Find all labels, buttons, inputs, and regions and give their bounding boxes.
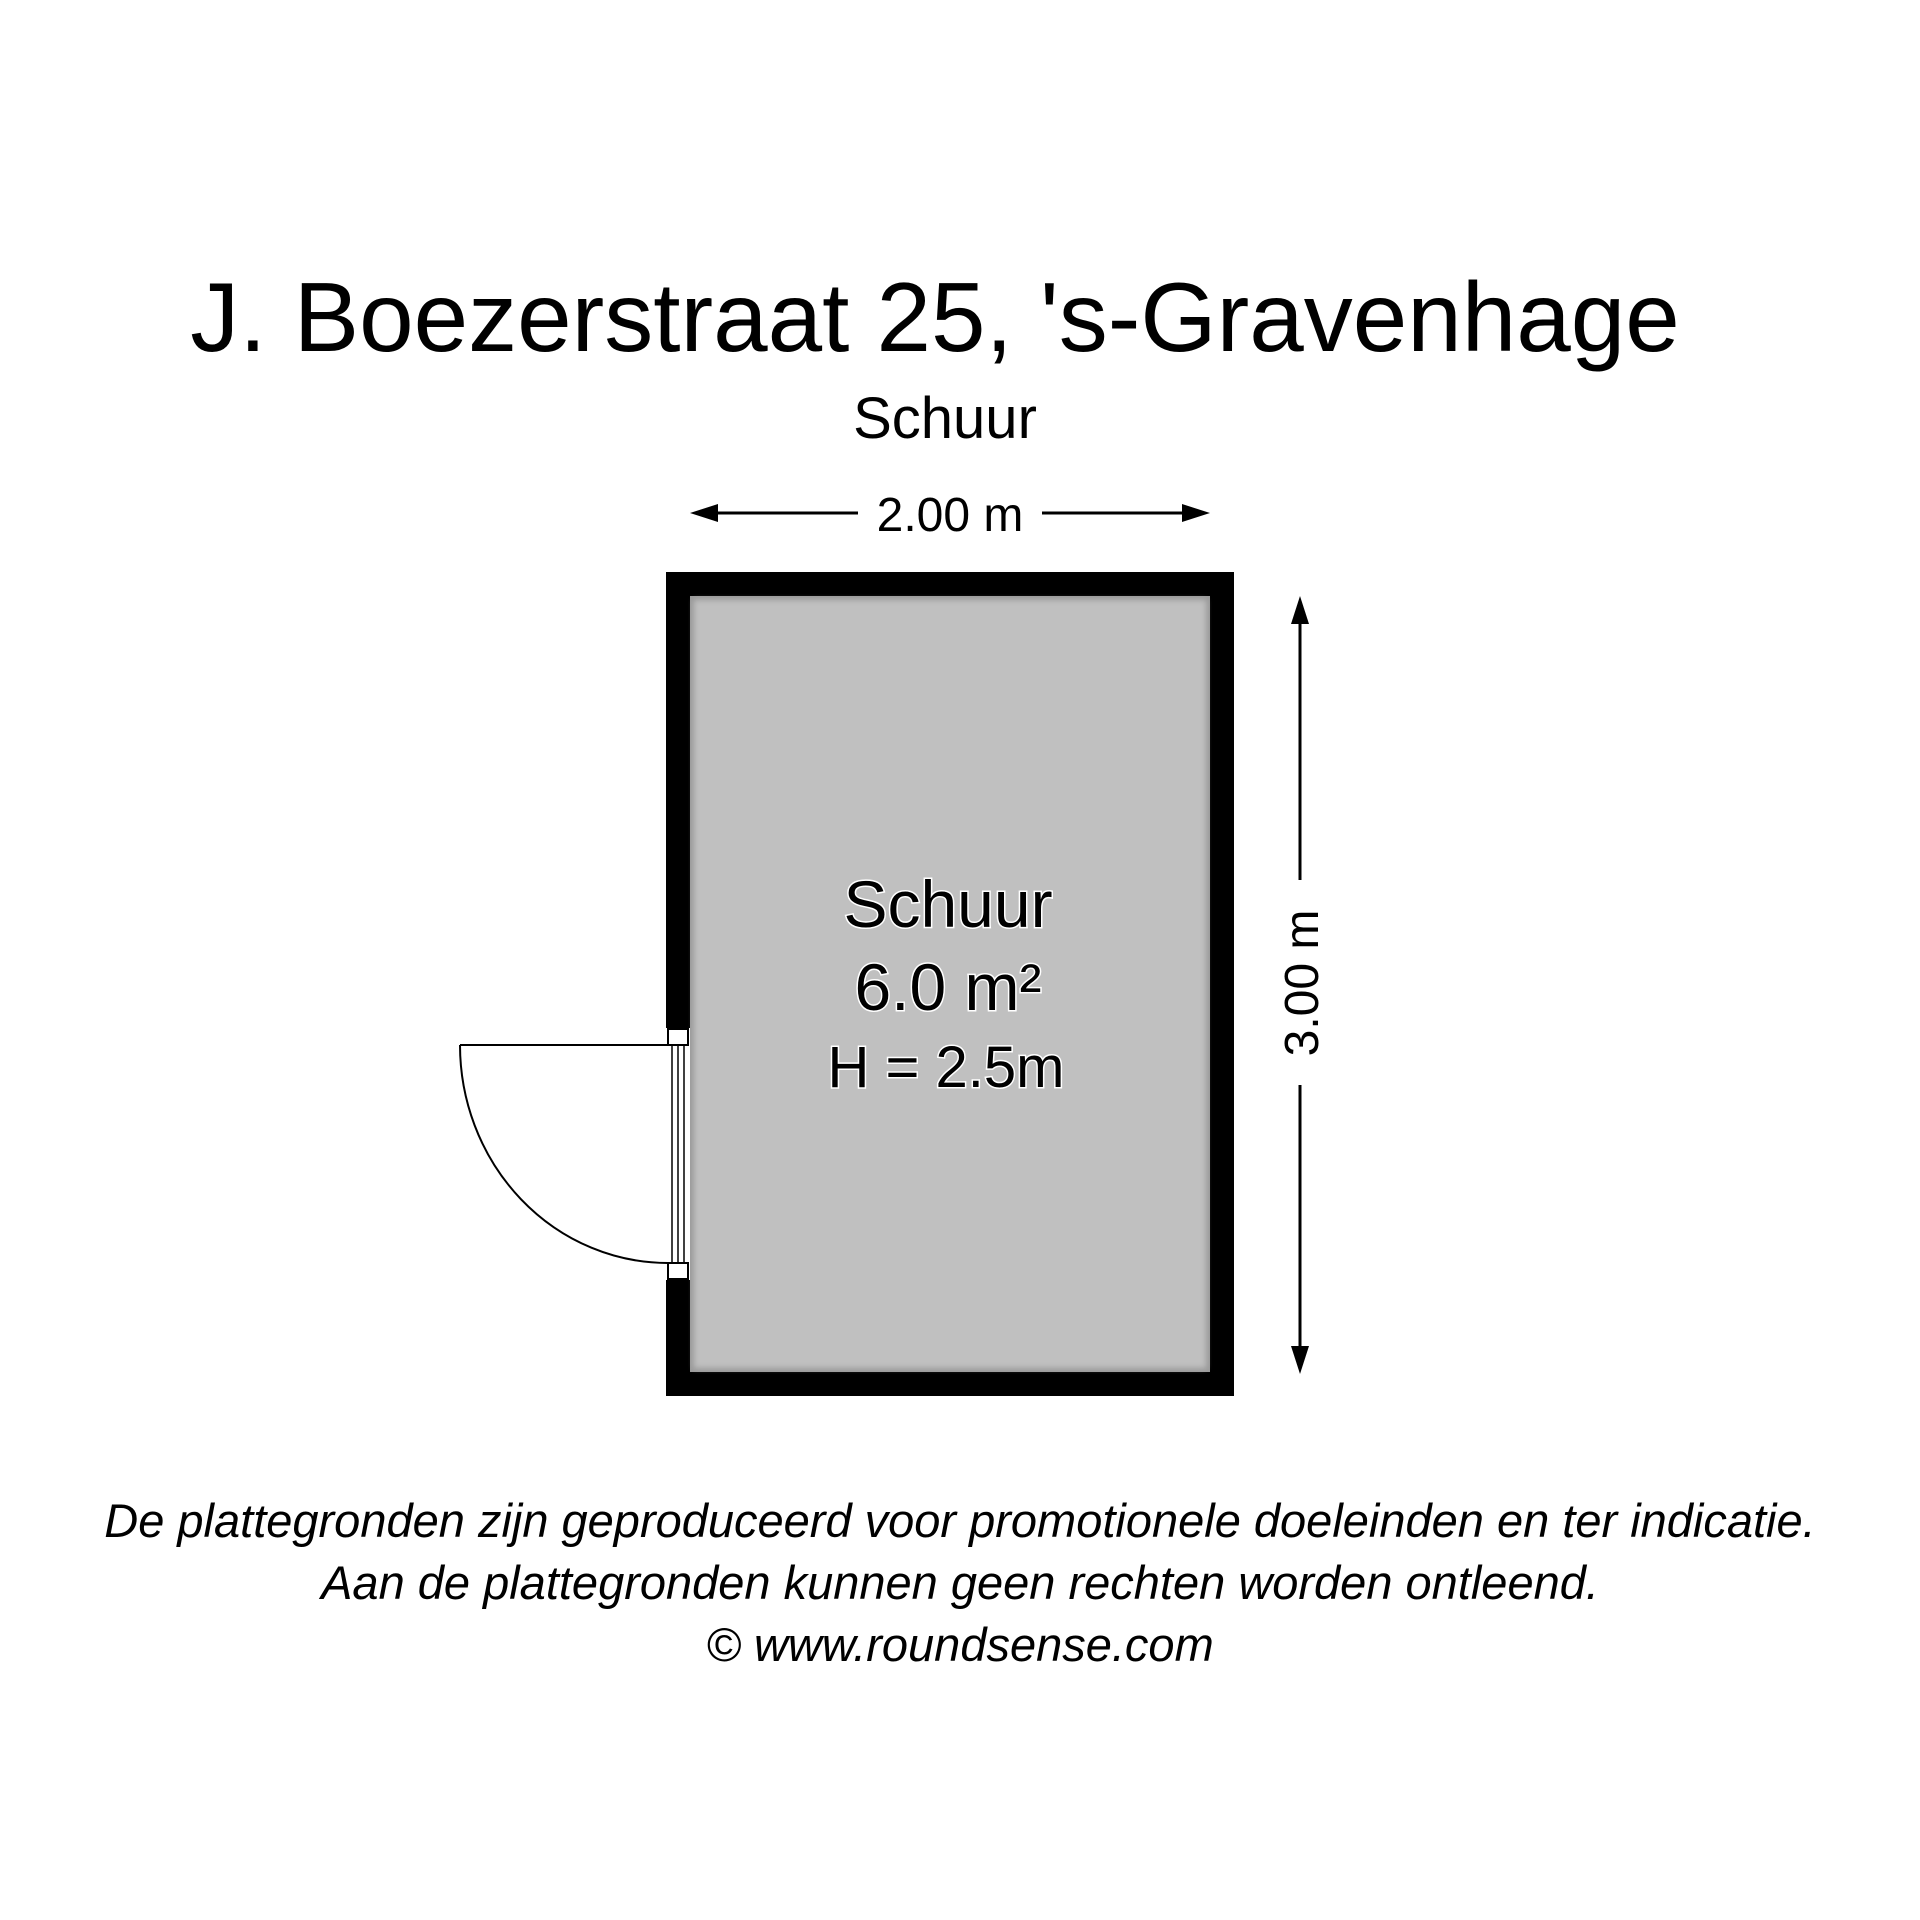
disclaimer bbox=[0, 1490, 1920, 1676]
room-height: H = 2.5m bbox=[827, 1035, 1065, 1100]
width-arrow-right bbox=[1182, 504, 1210, 522]
height-label: 3.00 m bbox=[1276, 909, 1329, 1057]
width-arrow-left bbox=[690, 504, 718, 522]
room-area: 6.0 m² bbox=[854, 950, 1042, 1024]
height-arrow-bottom bbox=[1291, 1346, 1309, 1374]
width-dimension bbox=[690, 489, 1210, 542]
room-name: Schuur bbox=[843, 867, 1053, 941]
door-jamb-bottom bbox=[668, 1263, 688, 1279]
disclaimer-line-1: De plattegronden zijn geproduceerd voor promotionele doeleinden en ter indicatie. bbox=[104, 1494, 1816, 1547]
door bbox=[460, 1028, 690, 1280]
door-swing-arc bbox=[460, 1045, 668, 1263]
door-jamb-top bbox=[668, 1029, 688, 1045]
floor-name: Schuur bbox=[853, 386, 1037, 451]
room-label bbox=[828, 867, 1065, 1100]
page-title: J. Boezerstraat 25, 's-Gravenhage bbox=[190, 262, 1680, 372]
disclaimer-line-2: Aan de plattegronden kunnen geen rechten worden ontleend. bbox=[321, 1556, 1599, 1609]
height-dimension bbox=[1276, 596, 1329, 1374]
height-arrow-top bbox=[1291, 596, 1309, 624]
width-label: 2.00 m bbox=[876, 489, 1024, 542]
copyright-link[interactable]: © www.roundsense.com bbox=[706, 1618, 1214, 1671]
